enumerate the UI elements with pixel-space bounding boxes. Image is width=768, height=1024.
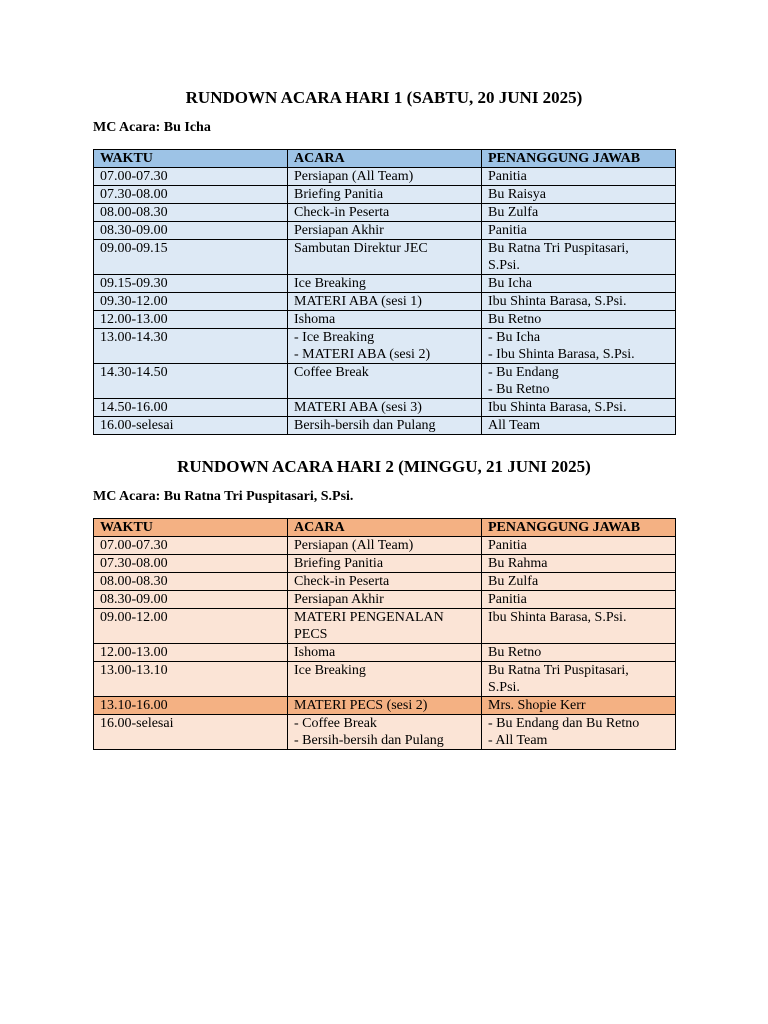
cell-waktu — [94, 364, 288, 399]
cell-pj — [482, 275, 676, 293]
table-row — [94, 222, 676, 240]
cell-acara — [288, 644, 482, 662]
cell-pj — [482, 417, 676, 435]
cell-text: S.Psi. — [488, 258, 520, 273]
table-row — [94, 555, 676, 573]
cell-text: S.Psi. — [488, 680, 520, 695]
cell-acara — [288, 240, 482, 275]
table-header-row — [94, 519, 676, 537]
cell-text: MATERI PENGENALAN — [294, 610, 444, 625]
cell-text: Bu Raisya — [488, 187, 546, 202]
cell-pj — [482, 168, 676, 186]
cell-text: - All Team — [488, 733, 548, 748]
header-waktu: WAKTU — [94, 150, 288, 168]
cell-pj — [482, 609, 676, 644]
cell-waktu — [94, 555, 288, 573]
cell-text: 07.30-08.00 — [100, 556, 168, 571]
cell-text: Bu Icha — [488, 276, 532, 291]
cell-text: 07.00-07.30 — [100, 538, 168, 553]
table-row — [94, 240, 676, 275]
cell-text: 16.00-selesai — [100, 418, 174, 433]
cell-waktu — [94, 537, 288, 555]
cell-acara — [288, 573, 482, 591]
cell-text: Bu Zulfa — [488, 574, 539, 589]
cell-text: Ibu Shinta Barasa, S.Psi. — [488, 294, 627, 309]
cell-text: Bu Ratna Tri Puspitasari, — [488, 663, 629, 678]
cell-pj — [482, 204, 676, 222]
cell-acara — [288, 715, 482, 750]
cell-text: Sambutan Direktur JEC — [294, 241, 428, 256]
cell-text: 13.10-16.00 — [100, 698, 168, 713]
cell-acara — [288, 417, 482, 435]
cell-waktu — [94, 609, 288, 644]
cell-acara — [288, 204, 482, 222]
cell-waktu — [94, 573, 288, 591]
day2-mc: MC Acara: Bu Ratna Tri Puspitasari, S.Psi. — [93, 489, 354, 504]
cell-acara — [288, 697, 482, 715]
cell-text: Briefing Panitia — [294, 187, 384, 202]
day1-table — [93, 149, 676, 435]
cell-pj — [482, 573, 676, 591]
cell-waktu — [94, 662, 288, 697]
cell-acara — [288, 555, 482, 573]
cell-pj — [482, 222, 676, 240]
cell-waktu — [94, 311, 288, 329]
cell-pj — [482, 293, 676, 311]
cell-text: Bu Ratna Tri Puspitasari, — [488, 241, 629, 256]
cell-text: Bu Rahma — [488, 556, 548, 571]
cell-text: 09.30-12.00 — [100, 294, 168, 309]
cell-acara — [288, 186, 482, 204]
cell-text: Bu Zulfa — [488, 205, 539, 220]
cell-waktu — [94, 399, 288, 417]
cell-text: Ice Breaking — [294, 276, 366, 291]
table-row — [94, 662, 676, 697]
cell-text: 13.00-13.10 — [100, 663, 168, 678]
cell-pj — [482, 555, 676, 573]
cell-text: 08.30-09.00 — [100, 223, 168, 238]
cell-text: Coffee Break — [294, 365, 369, 380]
cell-text: - Bu Endang dan Bu Retno — [488, 716, 640, 731]
table-row — [94, 537, 676, 555]
cell-text: PECS — [294, 627, 328, 642]
cell-text: Ishoma — [294, 312, 336, 327]
cell-acara — [288, 537, 482, 555]
cell-text: 07.30-08.00 — [100, 187, 168, 202]
cell-pj — [482, 662, 676, 697]
cell-text: - Bu Icha — [488, 330, 541, 345]
cell-pj — [482, 399, 676, 417]
table-row — [94, 293, 676, 311]
cell-text: - Bu Endang — [488, 365, 559, 380]
day2-title: RUNDOWN ACARA HARI 2 (MINGGU, 21 JUNI 2025) — [177, 457, 591, 476]
cell-acara — [288, 609, 482, 644]
cell-text: - Ice Breaking — [294, 330, 375, 345]
cell-waktu — [94, 293, 288, 311]
day1-mc: MC Acara: Bu Icha — [93, 120, 211, 135]
cell-waktu — [94, 240, 288, 275]
cell-text: Panitia — [488, 169, 527, 184]
cell-pj — [482, 715, 676, 750]
header-penanggung-jawab: PENANGGUNG JAWAB — [482, 150, 676, 168]
cell-text: 13.00-14.30 — [100, 330, 168, 345]
cell-pj — [482, 186, 676, 204]
table-row — [94, 275, 676, 293]
cell-text: - Coffee Break — [294, 716, 377, 731]
cell-text: - Ibu Shinta Barasa, S.Psi. — [488, 347, 635, 362]
cell-text: Ibu Shinta Barasa, S.Psi. — [488, 400, 627, 415]
cell-text: 09.15-09.30 — [100, 276, 168, 291]
cell-text: Persiapan Akhir — [294, 223, 384, 238]
cell-text: Bersih-bersih dan Pulang — [294, 418, 436, 433]
cell-waktu — [94, 275, 288, 293]
cell-waktu — [94, 222, 288, 240]
cell-text: Ice Breaking — [294, 663, 366, 678]
cell-acara — [288, 311, 482, 329]
cell-text: All Team — [488, 418, 541, 433]
table-row — [94, 697, 676, 715]
table-row — [94, 609, 676, 644]
table-row — [94, 399, 676, 417]
table-row — [94, 364, 676, 399]
day1-title: RUNDOWN ACARA HARI 1 (SABTU, 20 JUNI 2025) — [185, 88, 583, 107]
cell-waktu — [94, 697, 288, 715]
cell-text: 09.00-09.15 — [100, 241, 168, 256]
cell-pj — [482, 697, 676, 715]
cell-acara — [288, 399, 482, 417]
cell-acara — [288, 222, 482, 240]
cell-text: 08.30-09.00 — [100, 592, 168, 607]
cell-text: MATERI ABA (sesi 1) — [294, 294, 422, 309]
cell-text: Mrs. Shopie Kerr — [488, 698, 586, 713]
cell-pj — [482, 240, 676, 275]
cell-text: 12.00-13.00 — [100, 645, 168, 660]
cell-text: 08.00-08.30 — [100, 574, 168, 589]
cell-text: Panitia — [488, 538, 527, 553]
cell-acara — [288, 662, 482, 697]
table-row — [94, 715, 676, 750]
cell-text: Check-in Peserta — [294, 205, 390, 220]
cell-text: 07.00-07.30 — [100, 169, 168, 184]
cell-text: - Bersih-bersih dan Pulang — [294, 733, 444, 748]
cell-text: Persiapan (All Team) — [294, 538, 414, 553]
cell-waktu — [94, 329, 288, 364]
table-row — [94, 417, 676, 435]
cell-text: Persiapan Akhir — [294, 592, 384, 607]
table-row — [94, 573, 676, 591]
cell-waktu — [94, 417, 288, 435]
day2-table — [93, 518, 676, 750]
header-waktu: WAKTU — [94, 519, 288, 537]
cell-text: Check-in Peserta — [294, 574, 390, 589]
cell-text: 08.00-08.30 — [100, 205, 168, 220]
header-penanggung-jawab: PENANGGUNG JAWAB — [482, 519, 676, 537]
cell-pj — [482, 644, 676, 662]
cell-acara — [288, 364, 482, 399]
table-row — [94, 329, 676, 364]
cell-waktu — [94, 591, 288, 609]
cell-waktu — [94, 168, 288, 186]
cell-acara — [288, 591, 482, 609]
cell-pj — [482, 329, 676, 364]
cell-text: MATERI ABA (sesi 3) — [294, 400, 422, 415]
cell-text: Panitia — [488, 223, 527, 238]
cell-text: 09.00-12.00 — [100, 610, 168, 625]
cell-pj — [482, 591, 676, 609]
cell-text: Ishoma — [294, 645, 336, 660]
table-row — [94, 311, 676, 329]
cell-pj — [482, 311, 676, 329]
cell-pj — [482, 364, 676, 399]
cell-pj — [482, 537, 676, 555]
cell-text: 14.50-16.00 — [100, 400, 168, 415]
cell-waktu — [94, 186, 288, 204]
table-row — [94, 644, 676, 662]
header-acara: ACARA — [288, 519, 482, 537]
cell-text: Ibu Shinta Barasa, S.Psi. — [488, 610, 627, 625]
cell-text: 12.00-13.00 — [100, 312, 168, 327]
cell-acara — [288, 275, 482, 293]
cell-text: Briefing Panitia — [294, 556, 384, 571]
header-acara: ACARA — [288, 150, 482, 168]
cell-text: MATERI PECS (sesi 2) — [294, 698, 428, 713]
cell-text: - MATERI ABA (sesi 2) — [294, 347, 431, 362]
table-row — [94, 186, 676, 204]
cell-text: Panitia — [488, 592, 527, 607]
cell-acara — [288, 329, 482, 364]
cell-waktu — [94, 715, 288, 750]
cell-text: 14.30-14.50 — [100, 365, 168, 380]
table-row — [94, 168, 676, 186]
cell-acara — [288, 293, 482, 311]
cell-text: 16.00-selesai — [100, 716, 174, 731]
cell-text: Bu Retno — [488, 312, 542, 327]
cell-waktu — [94, 644, 288, 662]
cell-text: Persiapan (All Team) — [294, 169, 414, 184]
table-row — [94, 591, 676, 609]
cell-text: Bu Retno — [488, 645, 542, 660]
cell-acara — [288, 168, 482, 186]
cell-text: - Bu Retno — [488, 382, 550, 397]
table-header-row — [94, 150, 676, 168]
cell-waktu — [94, 204, 288, 222]
table-row — [94, 204, 676, 222]
